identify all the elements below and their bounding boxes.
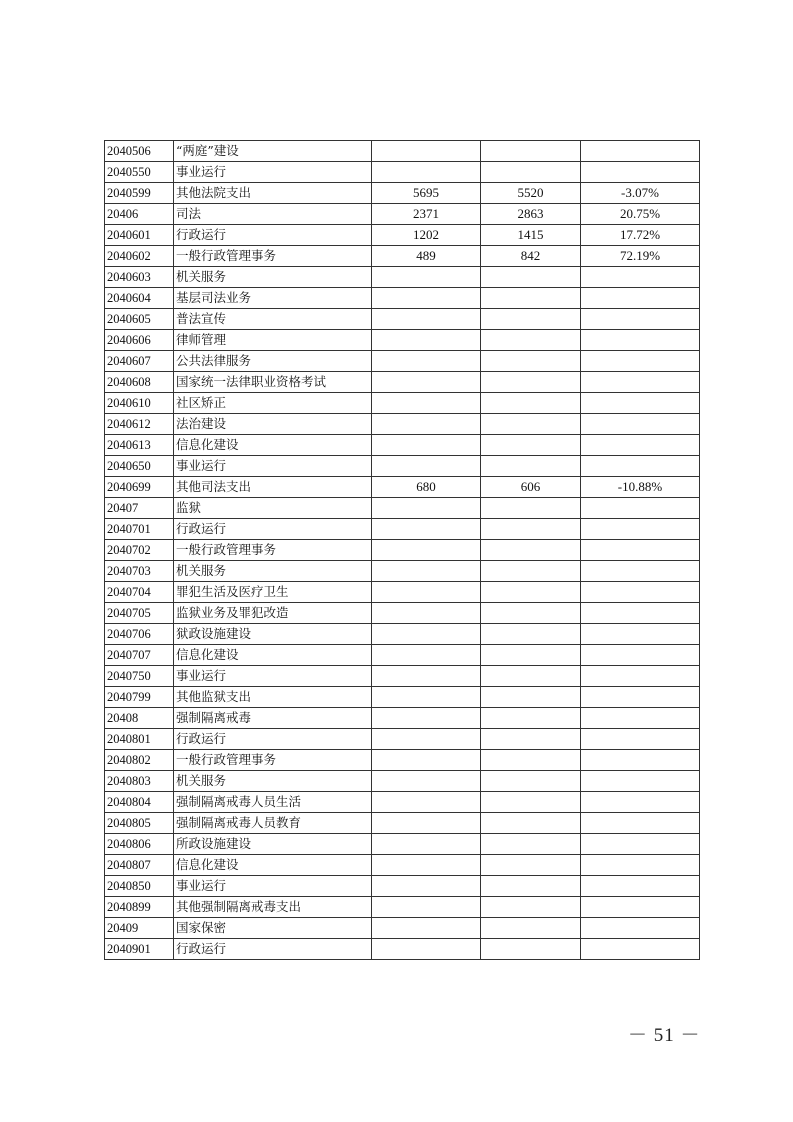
table-row (105, 435, 700, 456)
account-name-cell: 监狱 (174, 498, 372, 519)
value-cell-2: 842 (481, 246, 581, 267)
table-row (105, 792, 700, 813)
account-name-cell: 其他司法支出 (174, 477, 372, 498)
value-cell-1 (372, 456, 481, 477)
value-cell-2: 2863 (481, 204, 581, 225)
account-name-cell: 事业运行 (174, 162, 372, 183)
value-cell-1: 1202 (372, 225, 481, 246)
change-percent-cell (581, 939, 700, 960)
account-code-cell: 2040704 (105, 582, 174, 603)
account-code-cell: 2040605 (105, 309, 174, 330)
account-code-cell: 2040802 (105, 750, 174, 771)
account-name-cell: 强制隔离戒毒 (174, 708, 372, 729)
value-cell-2 (481, 939, 581, 960)
value-cell-1 (372, 330, 481, 351)
account-code-cell: 2040610 (105, 393, 174, 414)
value-cell-1 (372, 351, 481, 372)
table-row (105, 309, 700, 330)
account-code-cell: 2040806 (105, 834, 174, 855)
value-cell-1 (372, 288, 481, 309)
account-code-cell: 2040550 (105, 162, 174, 183)
value-cell-1 (372, 729, 481, 750)
table-row (105, 582, 700, 603)
account-name-cell: 公共法律服务 (174, 351, 372, 372)
value-cell-1: 489 (372, 246, 481, 267)
account-name-cell: 强制隔离戒毒人员生活 (174, 792, 372, 813)
value-cell-1: 680 (372, 477, 481, 498)
value-cell-1 (372, 855, 481, 876)
change-percent-cell (581, 729, 700, 750)
account-name-cell: 律师管理 (174, 330, 372, 351)
value-cell-2 (481, 561, 581, 582)
account-name-cell: 法治建设 (174, 414, 372, 435)
account-code-cell: 2040602 (105, 246, 174, 267)
account-code-cell: 2040899 (105, 897, 174, 918)
table-row (105, 687, 700, 708)
change-percent-cell (581, 603, 700, 624)
table-row (105, 855, 700, 876)
change-percent-cell (581, 834, 700, 855)
account-code-cell: 20408 (105, 708, 174, 729)
table-row (105, 498, 700, 519)
change-percent-cell (581, 813, 700, 834)
table-row (105, 750, 700, 771)
table-row (105, 540, 700, 561)
value-cell-1 (372, 687, 481, 708)
account-code-cell: 2040706 (105, 624, 174, 645)
change-percent-cell (581, 162, 700, 183)
change-percent-cell (581, 876, 700, 897)
account-code-cell: 2040701 (105, 519, 174, 540)
account-name-cell: 所政设施建设 (174, 834, 372, 855)
account-name-cell: 罪犯生活及医疗卫生 (174, 582, 372, 603)
value-cell-1 (372, 435, 481, 456)
change-percent-cell (581, 519, 700, 540)
table-row (105, 330, 700, 351)
change-percent-cell (581, 288, 700, 309)
value-cell-1 (372, 876, 481, 897)
change-percent-cell (581, 582, 700, 603)
table-row (105, 813, 700, 834)
account-code-cell: 2040601 (105, 225, 174, 246)
table-row (105, 204, 700, 225)
table-row (105, 393, 700, 414)
value-cell-1 (372, 393, 481, 414)
value-cell-1 (372, 414, 481, 435)
value-cell-1 (372, 750, 481, 771)
account-code-cell: 2040506 (105, 141, 174, 162)
value-cell-1 (372, 897, 481, 918)
account-code-cell: 2040702 (105, 540, 174, 561)
value-cell-1 (372, 834, 481, 855)
change-percent-cell (581, 351, 700, 372)
value-cell-2 (481, 393, 581, 414)
value-cell-2 (481, 540, 581, 561)
account-code-cell: 2040803 (105, 771, 174, 792)
value-cell-2 (481, 456, 581, 477)
value-cell-2 (481, 309, 581, 330)
value-cell-2 (481, 666, 581, 687)
value-cell-2 (481, 435, 581, 456)
table-row (105, 561, 700, 582)
value-cell-2 (481, 876, 581, 897)
account-code-cell: 2040604 (105, 288, 174, 309)
change-percent-cell (581, 918, 700, 939)
value-cell-2 (481, 834, 581, 855)
value-cell-2 (481, 351, 581, 372)
value-cell-2 (481, 330, 581, 351)
change-percent-cell (581, 771, 700, 792)
change-percent-cell (581, 624, 700, 645)
account-name-cell: 一般行政管理事务 (174, 246, 372, 267)
account-code-cell: 20409 (105, 918, 174, 939)
account-name-cell: 基层司法业务 (174, 288, 372, 309)
value-cell-2 (481, 267, 581, 288)
account-code-cell: 2040612 (105, 414, 174, 435)
account-code-cell: 2040613 (105, 435, 174, 456)
table-body (105, 141, 700, 960)
change-percent-cell (581, 435, 700, 456)
table-row (105, 624, 700, 645)
value-cell-2 (481, 582, 581, 603)
value-cell-1 (372, 519, 481, 540)
account-name-cell: 行政运行 (174, 939, 372, 960)
change-percent-cell: -10.88% (581, 477, 700, 498)
change-percent-cell (581, 666, 700, 687)
value-cell-1 (372, 624, 481, 645)
account-code-cell: 2040807 (105, 855, 174, 876)
account-name-cell: 狱政设施建设 (174, 624, 372, 645)
change-percent-cell (581, 456, 700, 477)
value-cell-2: 5520 (481, 183, 581, 204)
value-cell-2 (481, 603, 581, 624)
change-percent-cell (581, 708, 700, 729)
page-number: － 51 － (628, 1025, 701, 1046)
table-row (105, 225, 700, 246)
value-cell-1 (372, 372, 481, 393)
table-row (105, 834, 700, 855)
value-cell-1 (372, 771, 481, 792)
change-percent-cell (581, 687, 700, 708)
value-cell-2 (481, 162, 581, 183)
table-row (105, 477, 700, 498)
table-row (105, 288, 700, 309)
account-code-cell: 2040650 (105, 456, 174, 477)
change-percent-cell: -3.07% (581, 183, 700, 204)
account-name-cell: 机关服务 (174, 771, 372, 792)
change-percent-cell (581, 645, 700, 666)
value-cell-1: 2371 (372, 204, 481, 225)
account-code-cell: 20406 (105, 204, 174, 225)
account-name-cell: 强制隔离戒毒人员教育 (174, 813, 372, 834)
value-cell-2 (481, 897, 581, 918)
change-percent-cell (581, 330, 700, 351)
value-cell-1 (372, 813, 481, 834)
change-percent-cell (581, 414, 700, 435)
table-row (105, 456, 700, 477)
account-name-cell: 普法宣传 (174, 309, 372, 330)
table-row (105, 939, 700, 960)
change-percent-cell (581, 897, 700, 918)
value-cell-2: 606 (481, 477, 581, 498)
table-row (105, 183, 700, 204)
account-name-cell: 事业运行 (174, 456, 372, 477)
value-cell-1 (372, 540, 481, 561)
account-name-cell: 机关服务 (174, 267, 372, 288)
change-percent-cell (581, 750, 700, 771)
value-cell-1 (372, 918, 481, 939)
value-cell-1 (372, 939, 481, 960)
account-name-cell: 机关服务 (174, 561, 372, 582)
value-cell-2 (481, 141, 581, 162)
change-percent-cell (581, 498, 700, 519)
value-cell-1 (372, 309, 481, 330)
account-name-cell: 其他监狱支出 (174, 687, 372, 708)
account-code-cell: 2040750 (105, 666, 174, 687)
account-code-cell: 2040603 (105, 267, 174, 288)
budget-table (104, 140, 700, 960)
change-percent-cell (581, 309, 700, 330)
value-cell-2 (481, 414, 581, 435)
account-code-cell: 2040804 (105, 792, 174, 813)
account-code-cell: 2040608 (105, 372, 174, 393)
account-name-cell: 监狱业务及罪犯改造 (174, 603, 372, 624)
value-cell-2 (481, 855, 581, 876)
change-percent-cell: 72.19% (581, 246, 700, 267)
value-cell-2 (481, 708, 581, 729)
account-name-cell: 行政运行 (174, 519, 372, 540)
account-name-cell: 其他强制隔离戒毒支出 (174, 897, 372, 918)
account-code-cell: 2040707 (105, 645, 174, 666)
value-cell-2 (481, 288, 581, 309)
value-cell-2 (481, 498, 581, 519)
value-cell-2 (481, 750, 581, 771)
table-row (105, 918, 700, 939)
table-row (105, 897, 700, 918)
value-cell-2 (481, 918, 581, 939)
value-cell-1 (372, 162, 481, 183)
table-row (105, 414, 700, 435)
table-row (105, 351, 700, 372)
account-code-cell: 2040699 (105, 477, 174, 498)
account-name-cell: 行政运行 (174, 729, 372, 750)
value-cell-2 (481, 372, 581, 393)
change-percent-cell (581, 540, 700, 561)
table-row (105, 645, 700, 666)
value-cell-1 (372, 582, 481, 603)
table-row (105, 876, 700, 897)
value-cell-1 (372, 792, 481, 813)
account-name-cell: “两庭”建设 (174, 141, 372, 162)
account-code-cell: 2040805 (105, 813, 174, 834)
table-row (105, 246, 700, 267)
value-cell-1 (372, 708, 481, 729)
account-name-cell: 信息化建设 (174, 435, 372, 456)
value-cell-2 (481, 771, 581, 792)
table-row (105, 162, 700, 183)
value-cell-2 (481, 624, 581, 645)
value-cell-1 (372, 267, 481, 288)
account-code-cell: 2040607 (105, 351, 174, 372)
table-row (105, 141, 700, 162)
account-code-cell: 2040705 (105, 603, 174, 624)
value-cell-2 (481, 645, 581, 666)
value-cell-2 (481, 687, 581, 708)
account-name-cell: 国家保密 (174, 918, 372, 939)
change-percent-cell (581, 141, 700, 162)
account-code-cell: 2040703 (105, 561, 174, 582)
account-code-cell: 2040801 (105, 729, 174, 750)
account-name-cell: 一般行政管理事务 (174, 750, 372, 771)
table-row (105, 708, 700, 729)
value-cell-1 (372, 498, 481, 519)
table-row (105, 519, 700, 540)
value-cell-1 (372, 603, 481, 624)
change-percent-cell: 17.72% (581, 225, 700, 246)
account-name-cell: 国家统一法律职业资格考试 (174, 372, 372, 393)
value-cell-1: 5695 (372, 183, 481, 204)
value-cell-2 (481, 813, 581, 834)
change-percent-cell: 20.75% (581, 204, 700, 225)
value-cell-2 (481, 519, 581, 540)
change-percent-cell (581, 561, 700, 582)
table-row (105, 771, 700, 792)
account-name-cell: 信息化建设 (174, 645, 372, 666)
change-percent-cell (581, 267, 700, 288)
account-code-cell: 2040606 (105, 330, 174, 351)
account-name-cell: 事业运行 (174, 666, 372, 687)
account-code-cell: 2040799 (105, 687, 174, 708)
table-row (105, 372, 700, 393)
value-cell-1 (372, 645, 481, 666)
change-percent-cell (581, 372, 700, 393)
value-cell-1 (372, 561, 481, 582)
table-row (105, 666, 700, 687)
value-cell-2 (481, 729, 581, 750)
account-name-cell: 一般行政管理事务 (174, 540, 372, 561)
account-name-cell: 司法 (174, 204, 372, 225)
account-name-cell: 事业运行 (174, 876, 372, 897)
change-percent-cell (581, 855, 700, 876)
change-percent-cell (581, 792, 700, 813)
value-cell-2: 1415 (481, 225, 581, 246)
account-code-cell: 2040901 (105, 939, 174, 960)
account-name-cell: 社区矫正 (174, 393, 372, 414)
account-code-cell: 2040599 (105, 183, 174, 204)
table-row (105, 729, 700, 750)
account-name-cell: 行政运行 (174, 225, 372, 246)
change-percent-cell (581, 393, 700, 414)
value-cell-1 (372, 666, 481, 687)
table-row (105, 603, 700, 624)
account-name-cell: 信息化建设 (174, 855, 372, 876)
value-cell-2 (481, 792, 581, 813)
table-row (105, 267, 700, 288)
account-code-cell: 20407 (105, 498, 174, 519)
account-code-cell: 2040850 (105, 876, 174, 897)
account-name-cell: 其他法院支出 (174, 183, 372, 204)
value-cell-1 (372, 141, 481, 162)
